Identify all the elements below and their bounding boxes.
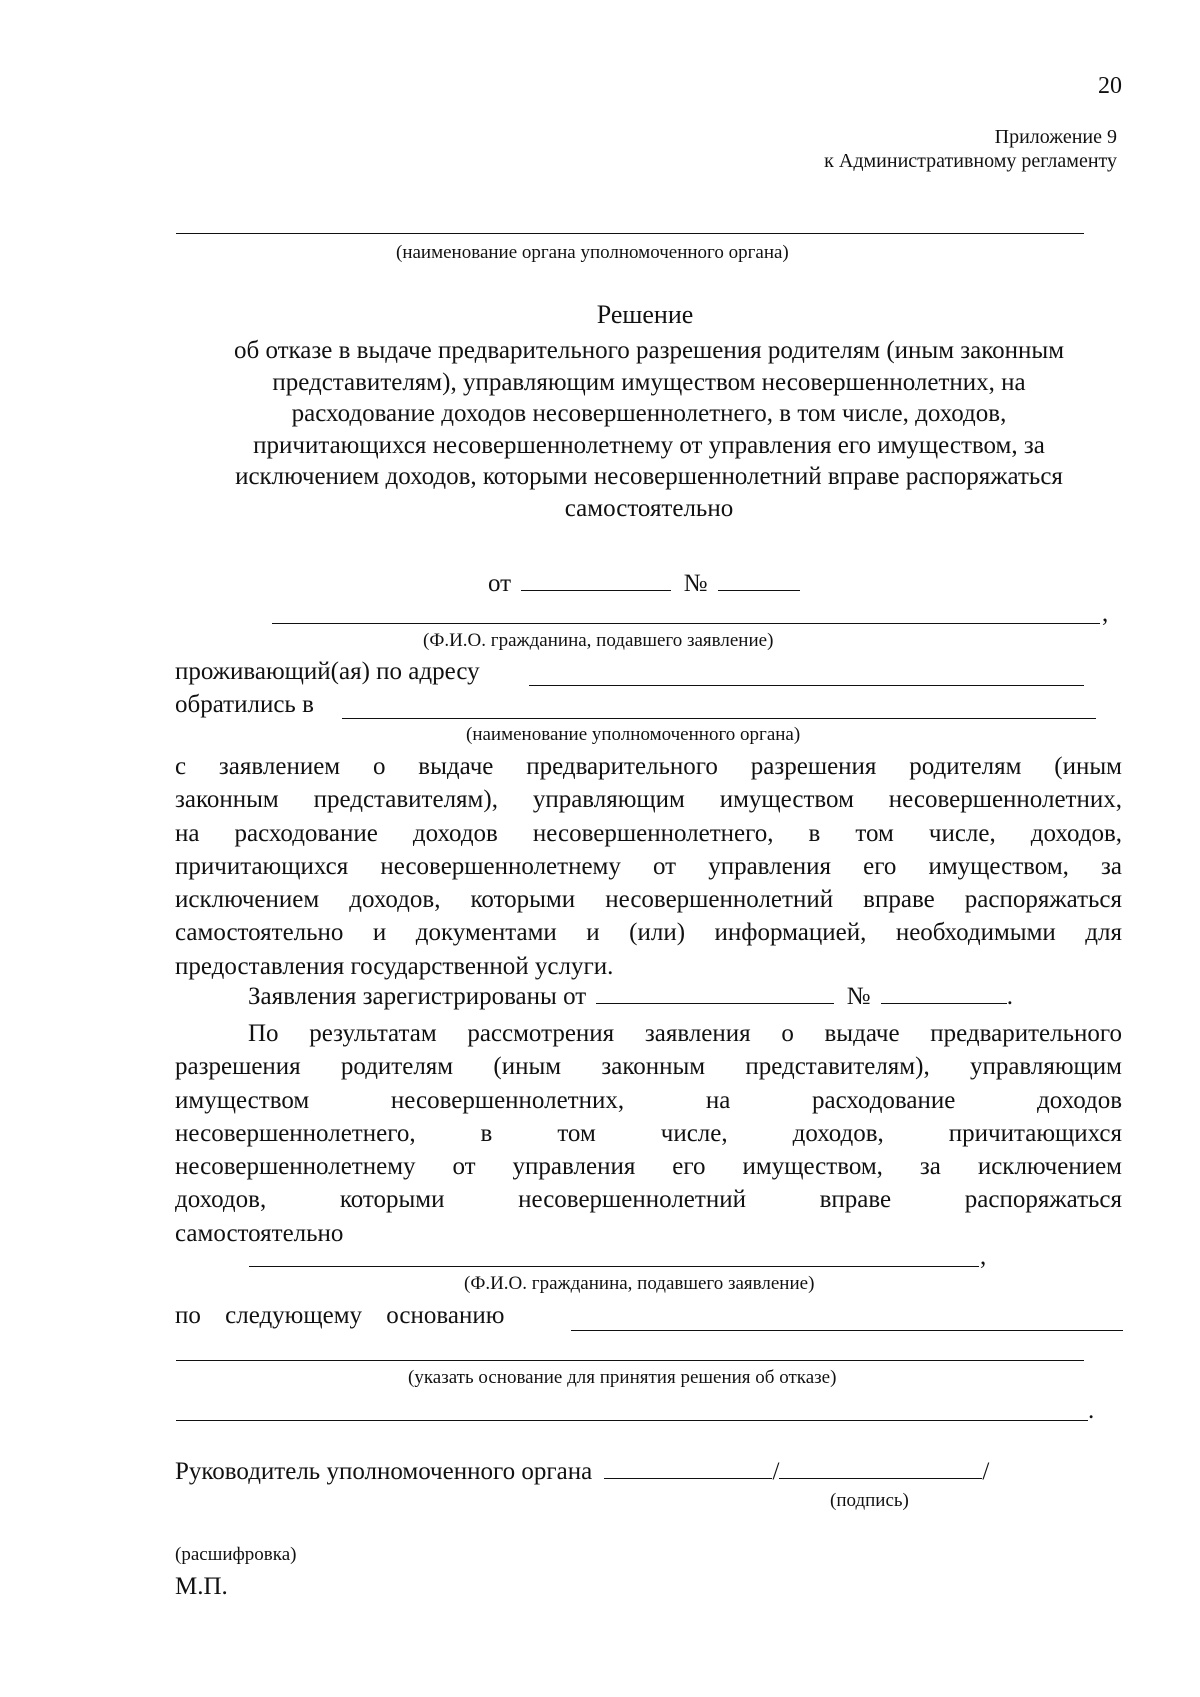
head-line — [175, 1458, 989, 1486]
subtitle-line: расходование доходов несовершеннолетнего, в том числе, доходов, — [291, 400, 1007, 427]
authority-name-line — [342, 718, 1096, 719]
paragraph-line: несовершеннолетнего, в том числе, доходов, причитающихся — [175, 1119, 1122, 1147]
paragraph-line: имуществом несовершеннолетних, на расходование доходов — [175, 1086, 1122, 1114]
paragraph-line: законным представителям), управляющим имуществом несовершеннолетних, — [175, 786, 1122, 814]
appendix-label: Приложение 9 — [994, 126, 1117, 148]
decoding-caption: (расшифровка) — [175, 1544, 297, 1565]
paragraph-line: самостоятельно — [175, 1219, 344, 1247]
subtitle-line: исключением доходов, которыми несовершеннолетний вправе распоряжаться — [235, 463, 1063, 490]
page-number: 20 — [1098, 73, 1122, 99]
document-title: Решение — [596, 300, 694, 329]
signature-caption: (подпись) — [830, 1490, 909, 1511]
registered-number-blank — [881, 983, 1007, 1004]
registered-label: Заявления зарегистрированы от — [248, 983, 587, 1010]
residing-label: проживающий(ая) по адресу — [175, 658, 480, 685]
slash-2: / — [982, 1458, 990, 1485]
paragraph-line: самостоятельно и документами и (или) информацией, необходимыми для — [175, 919, 1122, 947]
number-sign: № — [683, 570, 708, 597]
paragraph-line: По результатам рассмотрения заявления о выдаче предварительного — [248, 1020, 1122, 1047]
authority-line — [176, 233, 1084, 234]
paragraph-line: предоставления государственной услуги. — [175, 952, 614, 980]
subtitle-line: представителям), управляющим имуществом несовершеннолетних, на — [272, 368, 1026, 396]
application-paragraph — [175, 750, 1122, 983]
authority-caption-2: (наименование уполномоченного органа) — [466, 724, 801, 745]
applicant-caption-2: (Ф.И.О. гражданина, подавшего заявление) — [464, 1273, 815, 1294]
basis-caption: (указать основание для принятия решения об отказе) — [408, 1367, 837, 1388]
number-blank — [718, 570, 800, 591]
address-line — [529, 685, 1084, 686]
document-subtitle — [170, 335, 1128, 524]
date-blank — [521, 570, 671, 591]
paragraph-line: исключением доходов, которыми несовершеннолетний вправе распоряжаться — [175, 886, 1122, 914]
registered-line — [248, 983, 1013, 1011]
from-label: от — [488, 570, 512, 597]
subtitle-line: причитающихся несовершеннолетнему от управления его имуществом, за — [253, 431, 1045, 459]
registered-date-blank — [596, 983, 834, 1004]
regulation-reference: к Административному регламенту — [824, 150, 1117, 172]
registered-end: . — [1006, 983, 1014, 1010]
basis-label: по следующему основанию — [175, 1302, 505, 1329]
head-label: Руководитель уполномоченного органа — [175, 1458, 593, 1485]
paragraph-line: доходов, которыми несовершеннолетний вправе распоряжаться — [175, 1186, 1122, 1214]
subtitle-line: самостоятельно — [564, 494, 734, 522]
applicant-comma-2: , — [980, 1243, 987, 1270]
applicant-comma: , — [1102, 600, 1109, 627]
basis-line-1 — [571, 1330, 1123, 1331]
slash-1: / — [772, 1458, 780, 1485]
basis-line-3 — [176, 1420, 1088, 1421]
signature-blank — [604, 1458, 772, 1479]
date-number-line — [488, 570, 800, 598]
applied-to-label: обратились в — [175, 691, 314, 718]
results-paragraph — [175, 1017, 1122, 1250]
paragraph-line: на расходование доходов несовершеннолетнего, в том числе, доходов, — [175, 819, 1122, 847]
paragraph-line: с заявлением о выдаче предварительного разрешения родителям (иным — [175, 753, 1122, 780]
basis-line-2 — [176, 1360, 1084, 1361]
basis-period: . — [1088, 1397, 1095, 1424]
paragraph-line: разрешения родителям (иным законным представителям), управляющим — [175, 1053, 1122, 1081]
authority-caption: (наименование органа уполномоченного органа) — [396, 242, 789, 263]
paragraph-line: причитающихся несовершеннолетнему от управления его имуществом, за — [175, 852, 1122, 880]
decoding-blank — [779, 1458, 982, 1479]
applicant-caption: (Ф.И.О. гражданина, подавшего заявление) — [423, 630, 774, 651]
stamp-mark: М.П. — [175, 1573, 228, 1600]
paragraph-line: несовершеннолетнему от управления его имуществом, за исключением — [175, 1153, 1122, 1181]
applicant-name-line — [272, 623, 1100, 624]
subtitle-line: об отказе в выдаче предварительного разрешения родителям (иным законным — [233, 337, 1065, 364]
applicant-name-line-2 — [249, 1266, 979, 1267]
registered-number-sign: № — [846, 983, 871, 1010]
